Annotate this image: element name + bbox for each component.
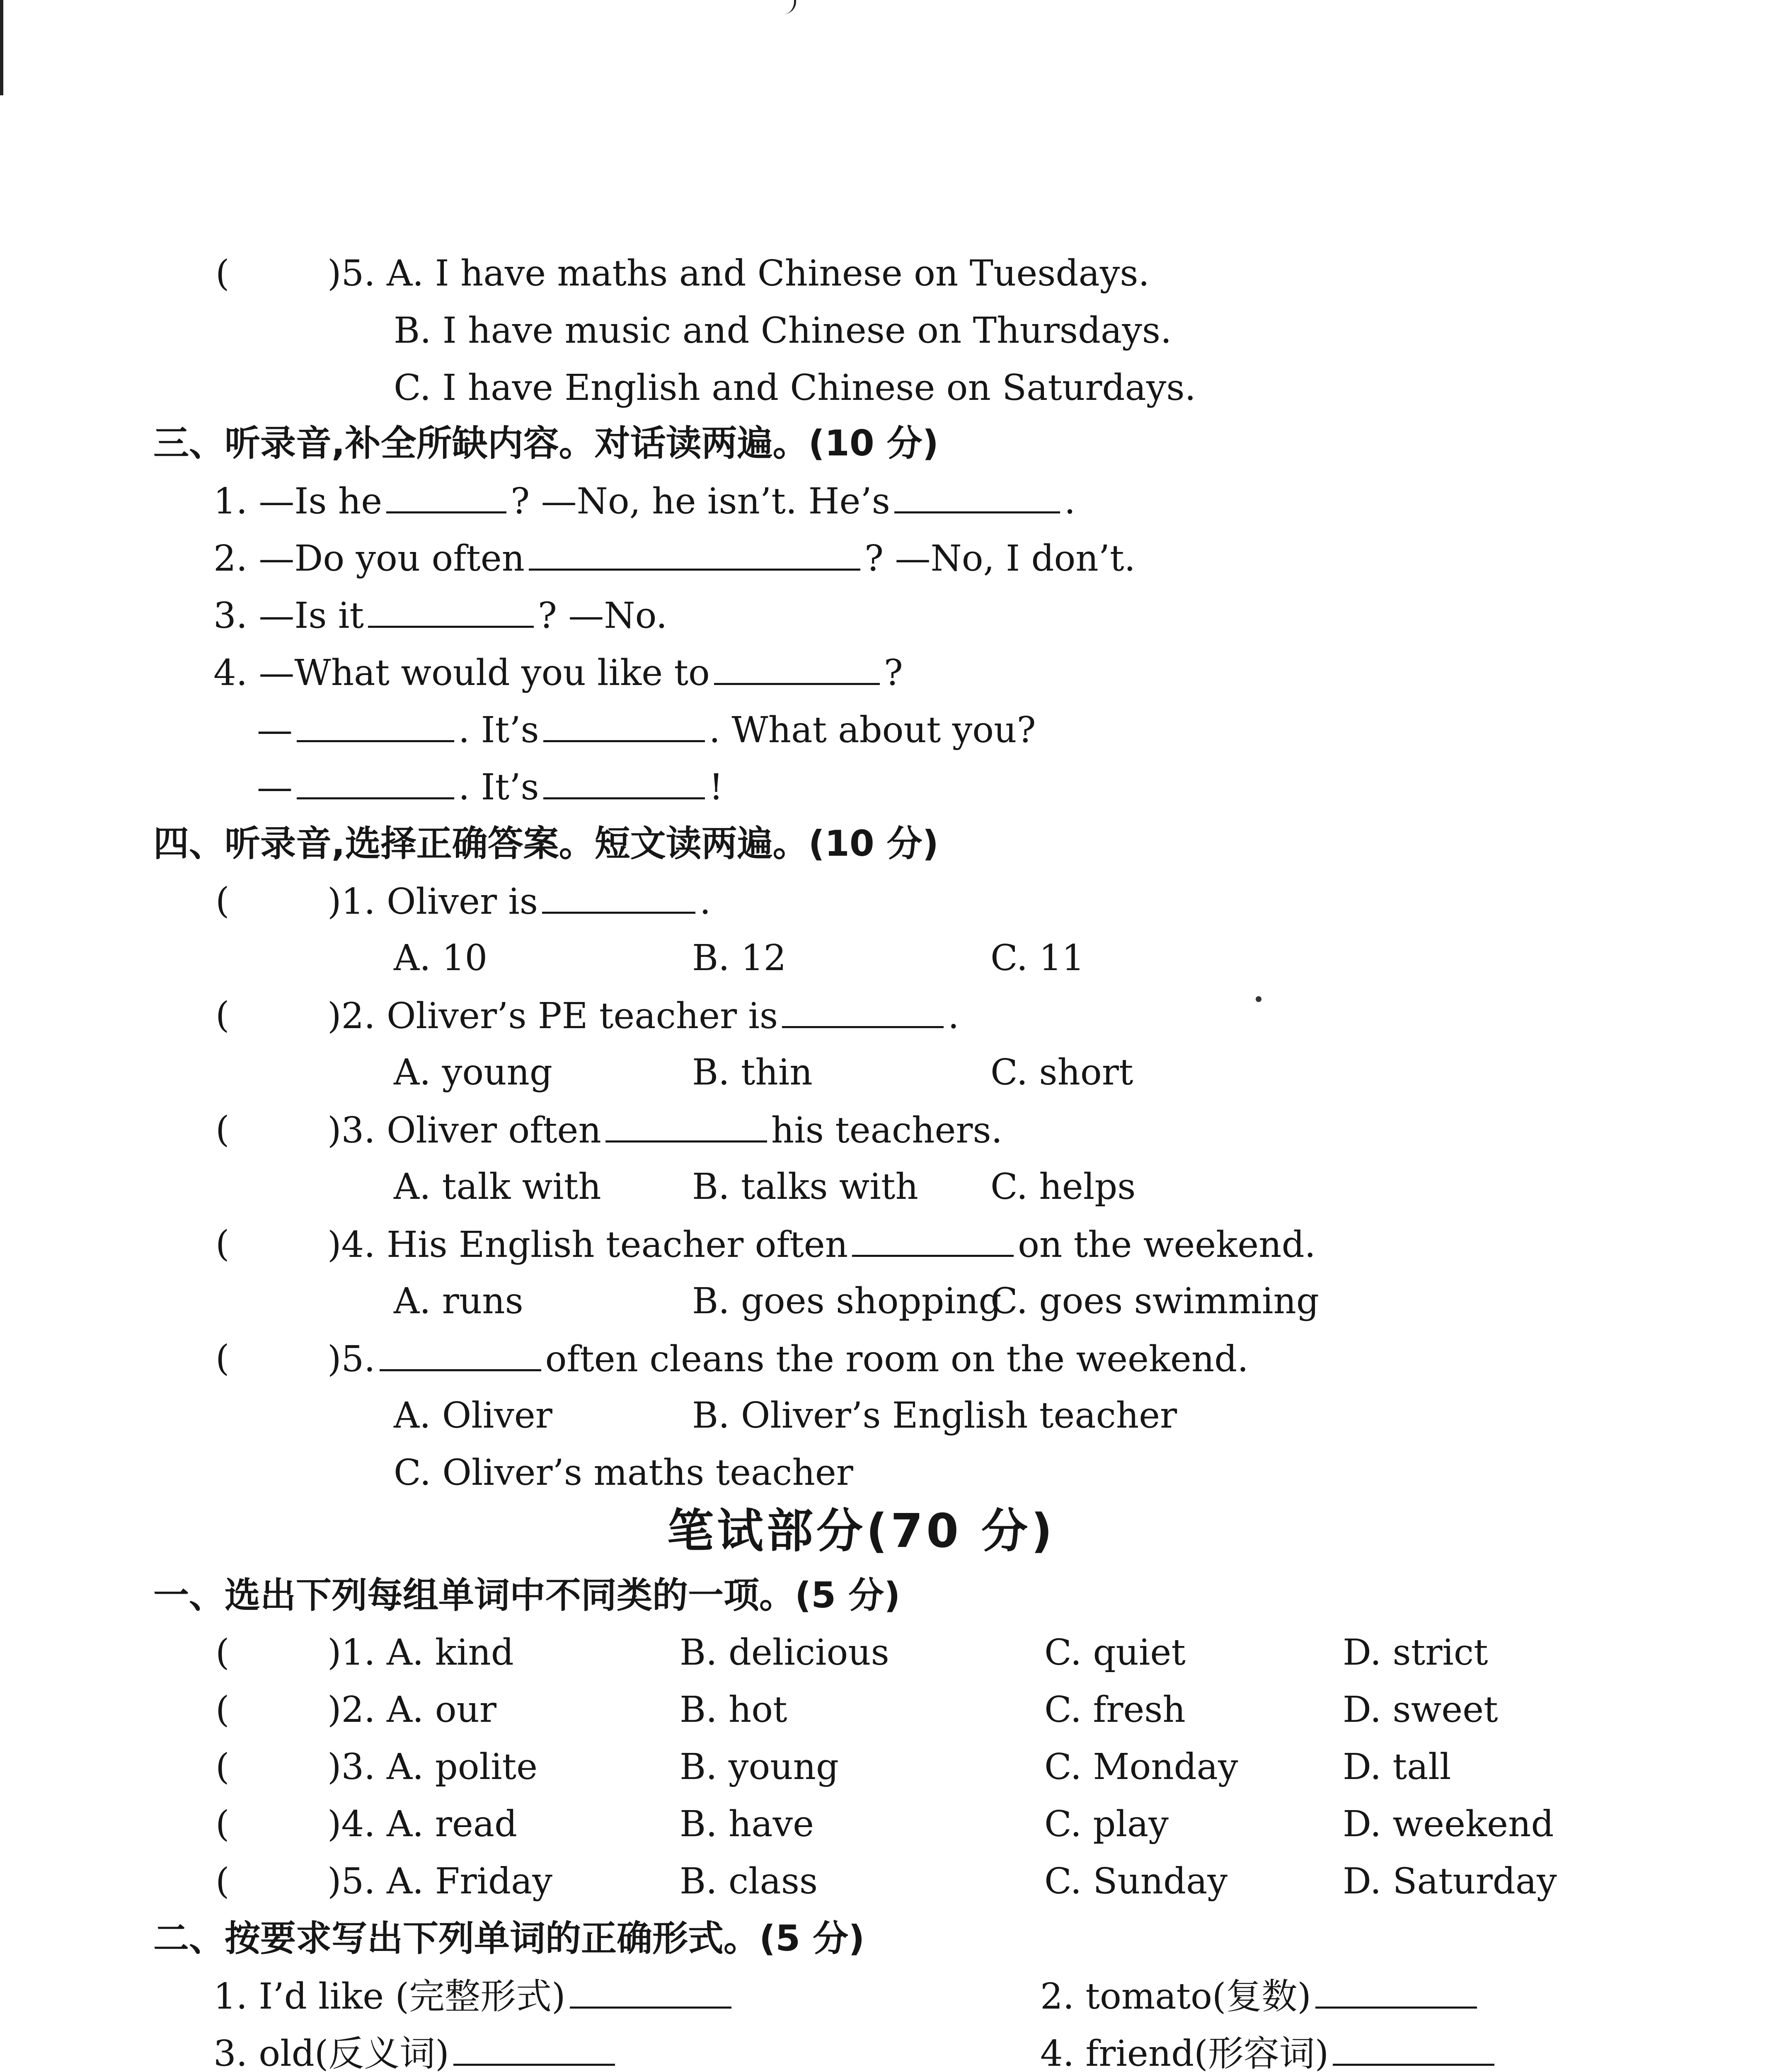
option-c: C. 11: [990, 937, 1085, 979]
question-text: ? —No, I don’t.: [864, 538, 1136, 579]
question-text: . It’s: [458, 767, 539, 808]
question-text: 4. —What would you like to: [213, 652, 710, 694]
option-c: C. quiet: [1044, 1632, 1186, 1673]
option-a: A. Friday: [386, 1861, 552, 1902]
answer-blank[interactable]: [605, 1105, 767, 1143]
section-heading: 四、听录音,选择正确答案。短文读两遍。(10 分): [153, 823, 939, 864]
option-a: A. read: [386, 1803, 518, 1845]
question-text: ?: [884, 652, 903, 694]
fill-question-1: 1. —Is he ? —No, he isn’t. He’s .: [213, 476, 1075, 525]
answer-blank[interactable]: [570, 1971, 731, 2009]
question-text: ? —No, he isn’t. He’s: [511, 481, 890, 522]
section-heading: 一、选出下列每组单词中不同类的一项。(5 分): [153, 1575, 901, 1616]
option-b: B. talks with: [692, 1166, 918, 1208]
answer-blank[interactable]: [368, 590, 534, 628]
word-group-4: [327, 1799, 517, 1849]
question-stem: His English teacher often: [386, 1224, 848, 1266]
question-stem-end: on the weekend.: [1018, 1224, 1316, 1266]
option-d: D. strict: [1343, 1632, 1488, 1673]
option-c: C. Monday: [1044, 1746, 1238, 1788]
form-question-1: [213, 1971, 736, 2021]
option-b: B. I have music and Chinese on Thursdays.: [394, 310, 1172, 351]
question-number: )1.: [327, 881, 375, 922]
option-a: A. young: [394, 1052, 552, 1093]
option-a: A. runs: [394, 1280, 523, 1322]
part-title: 笔试部分(70 分): [667, 1504, 1056, 1558]
answer-blank[interactable]: [894, 476, 1060, 513]
option-c: C. Sunday: [1044, 1861, 1228, 1902]
fill-question-3: [213, 590, 667, 640]
answer-paren[interactable]: (: [215, 1689, 230, 1731]
option-b: B. Oliver’s English teacher: [692, 1395, 1177, 1436]
question-number: )4.: [327, 1803, 375, 1845]
question-stem-end: .: [948, 995, 959, 1037]
question-text: 4. friend(形容词): [1040, 2033, 1329, 2072]
option-d: D. tall: [1343, 1746, 1451, 1788]
choice-question-2: [327, 990, 959, 1040]
choice-question-4: [327, 1219, 1316, 1269]
option-b: B. young: [680, 1746, 839, 1788]
question-stem-end: .: [700, 881, 711, 922]
question-text: 3. —Is it: [213, 595, 364, 637]
question-number: )5.: [327, 1861, 375, 1902]
option-b: B. class: [680, 1861, 818, 1902]
dash: —: [257, 767, 293, 808]
dash: —: [257, 709, 293, 751]
option-c: C. fresh: [1044, 1689, 1186, 1731]
question-text: ? —No.: [538, 595, 668, 637]
fill-question-4-line2: [257, 704, 1036, 754]
answer-blank[interactable]: [1333, 2028, 1494, 2066]
option-b: B. hot: [680, 1689, 787, 1731]
question-number: )2.: [327, 995, 375, 1037]
question-stem-end: his teachers.: [771, 1110, 1002, 1151]
option-b: B. goes shopping: [692, 1280, 1002, 1322]
answer-paren[interactable]: (: [215, 995, 230, 1036]
option-b: B. delicious: [680, 1632, 889, 1673]
answer-paren[interactable]: (: [215, 253, 230, 294]
fill-question-2: [213, 533, 1136, 583]
question-text: 1. I’d like (完整形式): [213, 1976, 566, 2017]
question-number: )4.: [327, 1224, 375, 1266]
question-stem-end: often cleans the room on the weekend.: [545, 1339, 1249, 1380]
answer-blank[interactable]: [297, 704, 454, 742]
option-b: B. 12: [692, 937, 787, 979]
section-heading: 二、按要求写出下列单词的正确形式。(5 分): [153, 1918, 865, 1959]
option-d: D. weekend: [1343, 1803, 1554, 1845]
answer-blank[interactable]: [386, 476, 506, 513]
option-a: A. talk with: [394, 1166, 601, 1208]
top-mark: [783, 0, 796, 14]
question-text: 2. tomato(复数): [1040, 1976, 1311, 2017]
word-group-2: [327, 1685, 496, 1735]
option-a: A. polite: [386, 1746, 538, 1788]
word-group-3: [327, 1742, 538, 1792]
option-b: B. thin: [692, 1052, 813, 1093]
option-b: B. have: [680, 1803, 814, 1845]
answer-blank[interactable]: [543, 704, 705, 742]
word-group-1: [327, 1628, 514, 1677]
page-edge: [0, 0, 3, 95]
question-number: )3.: [327, 1746, 375, 1788]
speck: [1256, 996, 1261, 1002]
question-text: . It’s: [458, 709, 539, 751]
option-c: C. helps: [990, 1166, 1136, 1208]
option-a: A. our: [386, 1689, 497, 1731]
answer-blank[interactable]: [542, 876, 695, 914]
option-a: A. kind: [386, 1632, 514, 1673]
answer-paren[interactable]: (: [215, 1803, 230, 1845]
question-5-line: [327, 249, 1150, 298]
fill-question-4: [213, 647, 903, 697]
question-stem: Oliver often: [386, 1110, 601, 1151]
fill-question-4-line3: [257, 762, 723, 811]
question-number: )1.: [327, 1632, 375, 1673]
question-number: )5.: [327, 253, 375, 294]
answer-blank[interactable]: [1315, 1971, 1477, 2009]
option-a: A. I have maths and Chinese on Tuesdays.: [386, 253, 1150, 294]
answer-blank[interactable]: [543, 762, 705, 799]
option-c: C. I have English and Chinese on Saturdays.: [394, 367, 1196, 409]
option-c: C. goes swimming: [990, 1280, 1319, 1322]
form-question-3: [213, 2028, 619, 2072]
choice-question-5: [327, 1334, 1249, 1383]
question-number: )2.: [327, 1689, 375, 1731]
option-d: D. sweet: [1343, 1689, 1498, 1731]
answer-blank[interactable]: [380, 1334, 541, 1371]
option-a: A. Oliver: [394, 1395, 552, 1436]
answer-paren[interactable]: (: [215, 1861, 230, 1902]
question-text: . What about you?: [709, 709, 1036, 751]
answer-blank[interactable]: [297, 762, 454, 799]
option-d: D. Saturday: [1343, 1861, 1557, 1902]
option-a: A. 10: [394, 937, 488, 979]
form-question-4: [1040, 2028, 1499, 2072]
section-heading: 三、听录音,补全所缺内容。对话读两遍。(10 分): [153, 423, 939, 464]
question-number: )3.: [327, 1110, 375, 1151]
question-stem: Oliver is: [386, 881, 538, 922]
question-text: 2. —Do you often: [213, 538, 525, 579]
answer-paren[interactable]: (: [215, 1632, 230, 1673]
question-number: )5.: [327, 1339, 375, 1380]
answer-blank[interactable]: [852, 1219, 1014, 1257]
question-text: !: [709, 767, 724, 808]
form-question-2: [1040, 1971, 1481, 2021]
choice-question-1: [327, 876, 711, 926]
option-c: C. short: [990, 1052, 1133, 1093]
answer-paren[interactable]: (: [215, 1223, 230, 1265]
question-text: 1. —Is he: [213, 481, 383, 522]
question-stem: Oliver’s PE teacher is: [386, 995, 778, 1037]
answer-blank[interactable]: [529, 533, 860, 571]
answer-paren[interactable]: (: [215, 1746, 230, 1788]
answer-blank[interactable]: [714, 647, 880, 685]
answer-blank[interactable]: [782, 990, 944, 1028]
answer-paren[interactable]: (: [215, 880, 230, 922]
answer-blank[interactable]: [453, 2028, 615, 2066]
choice-question-3: [327, 1105, 1002, 1155]
option-c: C. play: [1044, 1803, 1169, 1845]
word-group-5: [327, 1857, 552, 1906]
answer-paren[interactable]: (: [215, 1338, 230, 1379]
question-text: 3. old(反义词): [213, 2033, 449, 2072]
option-c: C. Oliver’s maths teacher: [394, 1452, 853, 1493]
answer-paren[interactable]: (: [215, 1109, 230, 1150]
